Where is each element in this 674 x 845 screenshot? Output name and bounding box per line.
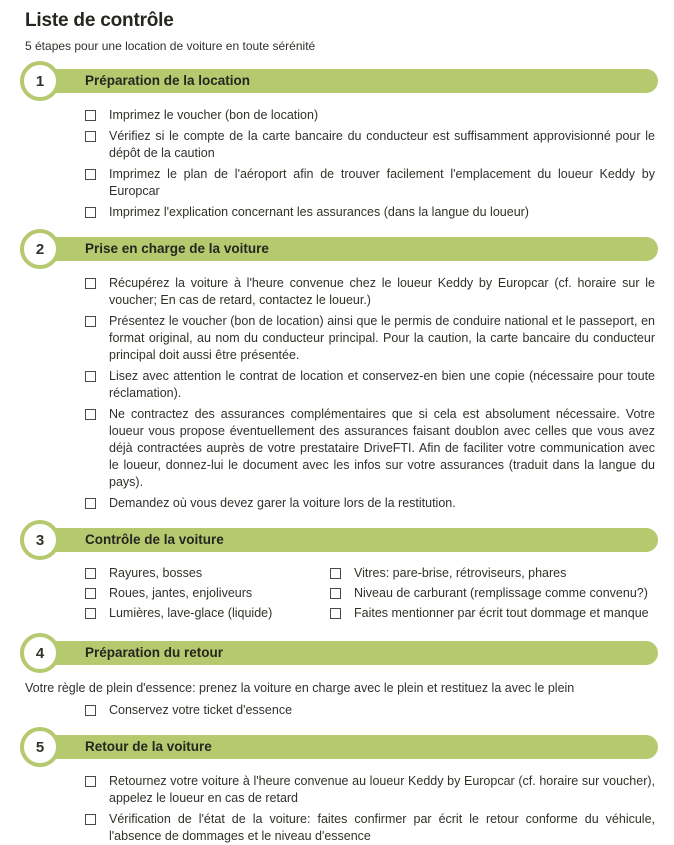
section-5-number: 5 [35, 738, 45, 756]
checkbox-icon[interactable] [85, 608, 96, 619]
section-3-column-right [330, 565, 655, 625]
section-prise-en-charge [0, 237, 674, 512]
section-4-checklist [85, 702, 655, 719]
checkbox-icon[interactable] [85, 110, 96, 121]
section-retour-voiture [0, 735, 674, 845]
checklist-item-label: Roues, jantes, enjoliveurs [109, 586, 253, 600]
section-5-title: Retour de la voiture [85, 739, 212, 755]
section-4-number: 4 [35, 644, 45, 662]
checkbox-icon[interactable] [85, 588, 96, 599]
section-3-number: 3 [35, 531, 45, 549]
checklist-item-label: Vitres: pare-brise, rétroviseurs, phares [354, 566, 567, 580]
checklist-item [85, 773, 655, 807]
checklist-item [85, 313, 655, 364]
checklist-item-label: Niveau de carburant (remplissage comme convenu?) [354, 586, 648, 600]
checklist-item [85, 585, 330, 602]
page-title: Liste de contrôle [25, 10, 174, 31]
section-5-header-bar [20, 735, 658, 759]
checkbox-icon[interactable] [85, 568, 96, 579]
checkbox-icon[interactable] [85, 131, 96, 142]
checklist-item [85, 406, 655, 491]
checklist-item-label: Présentez le voucher (bon de location) ainsi que le permis de conduire national et le passeport, en format original, au nom du conducteur principal. Pour la caution, la carte bancaire du conducteur principal doit aussi être présentée. [109, 314, 655, 362]
checklist-item-label: Demandez où vous devez garer la voiture lors de la restitution. [109, 496, 456, 510]
checklist-item-label: Imprimez le plan de l'aéroport afin de trouver facilement l'emplacement du loueur Keddy by Europcar [109, 167, 655, 198]
checkbox-icon[interactable] [85, 371, 96, 382]
section-preparation-location [0, 69, 674, 221]
page-subtitle: 5 étapes pour une location de voiture en toute sérénité [25, 39, 316, 53]
checkbox-icon[interactable] [85, 278, 96, 289]
checkbox-icon[interactable] [330, 568, 341, 579]
section-2-header-bar [20, 237, 658, 261]
section-1-checklist [85, 107, 655, 221]
checkbox-icon[interactable] [85, 207, 96, 218]
section-5-number-badge [20, 727, 60, 767]
checklist-item [85, 204, 655, 221]
section-4-number-badge [20, 633, 60, 673]
checkbox-icon[interactable] [330, 588, 341, 599]
checklist-item [85, 702, 655, 719]
checklist-item-label: Rayures, bosses [109, 566, 203, 580]
checklist-item-label: Vérification de l'état de la voiture: faites confirmer par écrit le retour conforme du véhicule, l'absence de dommages et le niveau d'essence [109, 812, 655, 843]
checkbox-icon[interactable] [85, 316, 96, 327]
checklist-item [85, 166, 655, 200]
checklist-item-label: Vérifiez si le compte de la carte bancaire du conducteur est suffisamment approvisionné pour le dépôt de la caution [109, 129, 655, 160]
checkbox-icon[interactable] [85, 776, 96, 787]
checklist-item-label: Imprimez l'explication concernant les assurances (dans la langue du loueur) [109, 205, 529, 219]
checklist-item-label: Récupérez la voiture à l'heure convenue chez le loueur Keddy by Europcar (cf. horaire sur le voucher; En cas de retard, contactez le loueur.) [109, 276, 655, 307]
checkbox-icon[interactable] [85, 814, 96, 825]
checklist-item [330, 565, 655, 582]
checklist-item [85, 128, 655, 162]
section-3-number-badge [20, 520, 60, 560]
checkbox-icon[interactable] [85, 169, 96, 180]
section-1-number-badge [20, 61, 60, 101]
fuel-rule-note: Votre règle de plein d'essence: prenez la voiture en charge avec le plein et restituez la avec le plein [25, 681, 575, 695]
checkbox-icon[interactable] [85, 705, 96, 716]
checklist-item-label: Lumières, lave-glace (liquide) [109, 606, 273, 620]
checklist-item [85, 107, 655, 124]
checklist-item [85, 368, 655, 402]
checklist-item [85, 565, 330, 582]
checklist-item [85, 495, 655, 512]
section-4-title: Préparation du retour [85, 645, 224, 661]
checklist-item [330, 605, 655, 622]
section-3-header-bar [20, 528, 658, 552]
section-1-title: Préparation de la location [85, 73, 251, 89]
section-2-number-badge [20, 229, 60, 269]
section-3-title: Contrôle de la voiture [85, 532, 224, 548]
checklist-item-label: Lisez avec attention le contrat de location et conservez-en bien une copie (nécessaire pour toute réclamation). [109, 369, 655, 400]
checklist-item-label: Faites mentionner par écrit tout dommage et manque [354, 606, 649, 620]
checklist-item-label: Conservez votre ticket d'essence [109, 703, 293, 717]
checklist-item-label: Imprimez le voucher (bon de location) [109, 108, 319, 122]
checklist-item [85, 811, 655, 845]
section-1-header-bar [20, 69, 658, 93]
checklist-item [85, 605, 330, 622]
checklist-item [330, 585, 655, 602]
checklist-item-label: Ne contractez des assurances complémentaires que si cela est absolument nécessaire. Votre loueur vous propose éventuellement des assurances faisant doublon avec celles que vous avez déjà contractées auprès de votre prestataire DriveFTI. Afin de faciliter votre communication avec le loueur, donnez-lui le document avec les infos sur votre assurances (traduit dans la langue du pays). [109, 407, 655, 489]
checkbox-icon[interactable] [85, 409, 96, 420]
checklist-item [85, 275, 655, 309]
checklist-document [0, 10, 674, 843]
section-controle-voiture [0, 528, 674, 625]
section-1-number: 1 [35, 72, 45, 90]
checklist-item-label: Retournez votre voiture à l'heure convenue au loueur Keddy by Europcar (cf. horaire sur voucher), appelez le loueur en cas de retard [109, 774, 655, 805]
section-4-header-bar [20, 641, 658, 665]
section-2-number: 2 [35, 240, 45, 258]
section-3-column-left [85, 565, 330, 625]
checkbox-icon[interactable] [330, 608, 341, 619]
section-5-checklist [85, 773, 655, 845]
section-3-columns [85, 565, 655, 625]
section-2-checklist [85, 275, 655, 512]
section-2-title: Prise en charge de la voiture [85, 241, 269, 257]
section-preparation-retour [0, 641, 674, 719]
checkbox-icon[interactable] [85, 498, 96, 509]
